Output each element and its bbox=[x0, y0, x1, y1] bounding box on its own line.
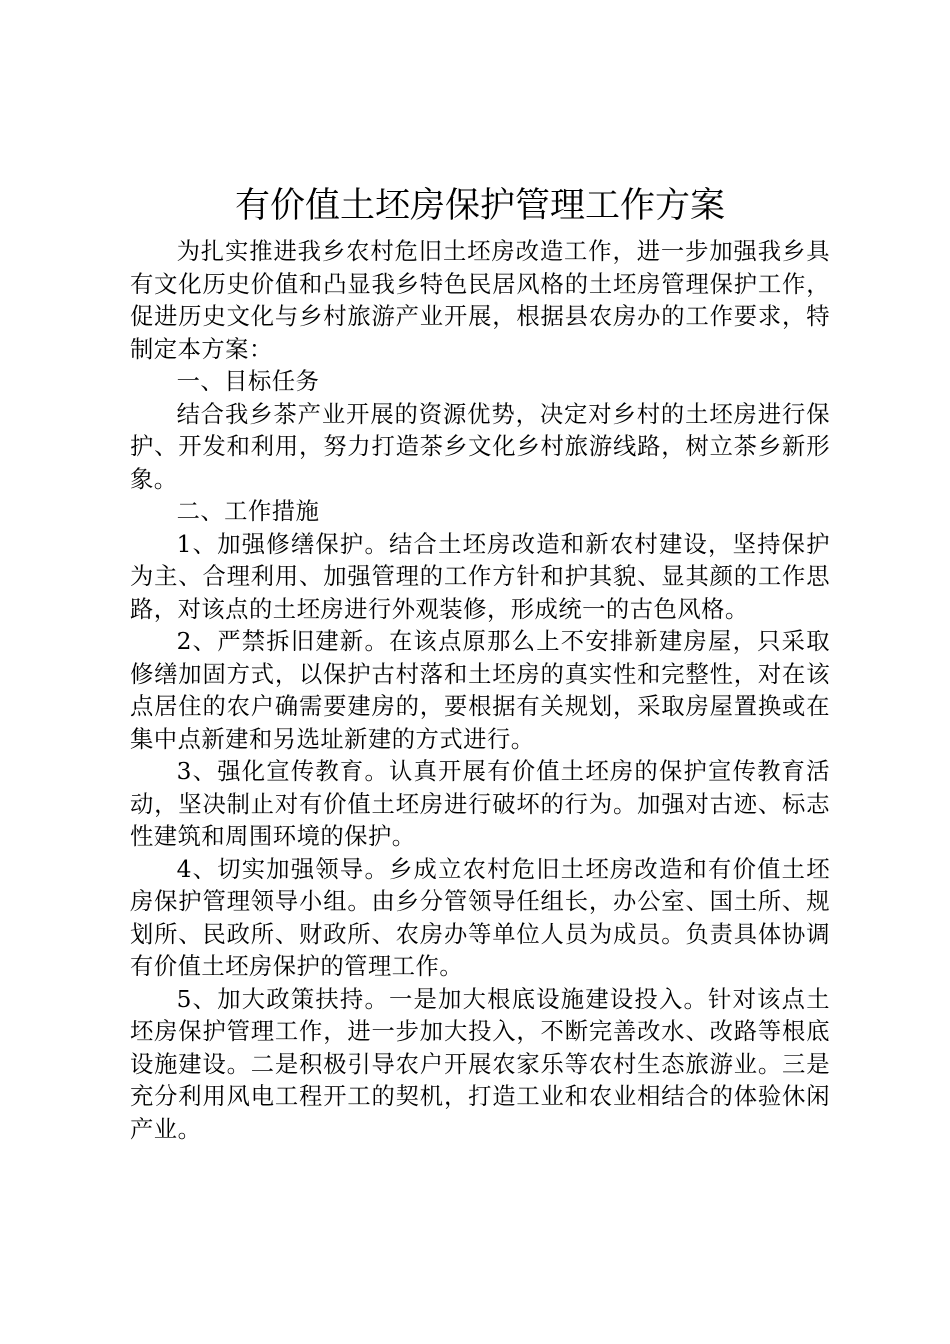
section-heading-measures: 二、工作措施 bbox=[176, 498, 320, 525]
measure-paragraph-3: 3、强化宣传教育。认真开展有价值土坯房的保护宣传教育活动，坚决制止对有价值土坯房进行破坏的行为。加强对古迹、标志性建筑和周围环境的保护。 bbox=[130, 758, 830, 850]
document-page bbox=[130, 180, 830, 1146]
document-title: 有价值土坯房保护管理工作方案 bbox=[234, 186, 725, 226]
measure-paragraph-2: 2、严禁拆旧建新。在该点原那么上不安排新建房屋，只采取修缮加固方式，以保护古村落和土坯房的真实性和完整性，对在该点居住的农户确需要建房的，要根据有关规划，采取房屋置换或在集中点新建和另选址新建的方式进行。 bbox=[130, 628, 830, 753]
measure-paragraph-5: 5、加大政策扶持。一是加大根底设施建设投入。针对该点土坯房保护管理工作，进一步加大投入，不断完善改水、改路等根底设施建设。二是积极引导农户开展农家乐等农村生态旅游业。三是充分利用风电工程开工的契机，打造工业和农业相结合的体验休闲产业。 bbox=[130, 985, 830, 1143]
section-heading-goals: 一、目标任务 bbox=[176, 368, 320, 395]
measure-paragraph-4: 4、切实加强领导。乡成立农村危旧土坯房改造和有价值土坯房保护管理领导小组。由乡分管领导任组长，办公室、国土所、规划所、民政所、财政所、农房办等单位人员为成员。负责具体协调有价值土坯房保护的管理工作。 bbox=[130, 855, 830, 980]
measure-paragraph-1: 1、加强修缮保护。结合土坯房改造和新农村建设，坚持保护为主、合理利用、加强管理的工作方针和护其貌、显其颜的工作思路，对该点的土坯房进行外观装修，形成统一的古色风格。 bbox=[130, 530, 830, 623]
goals-paragraph: 结合我乡茶产业开展的资源优势，决定对乡村的土坯房进行保护、开发和利用，努力打造茶乡文化乡村旅游线路，树立茶乡新形象。 bbox=[130, 400, 830, 493]
intro-paragraph: 为扎实推进我乡农村危旧土坯房改造工作，进一步加强我乡具有文化历史价值和凸显我乡特色民居风格的土坯房管理保护工作，促进历史文化与乡村旅游产业开展，根据县农房办的工作要求，特制定本方案： bbox=[130, 238, 830, 363]
